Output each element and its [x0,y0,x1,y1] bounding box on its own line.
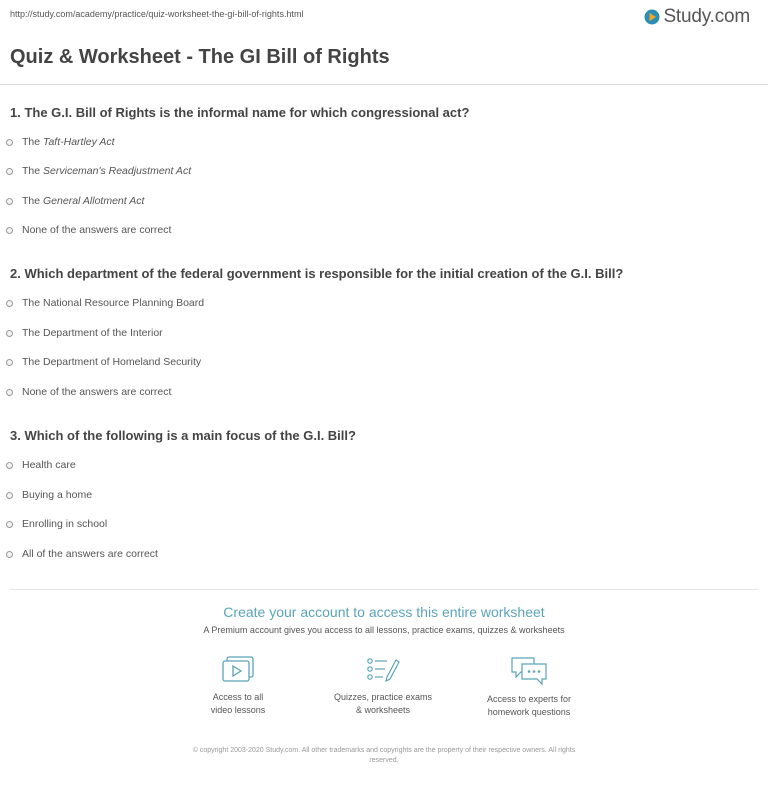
option-label: None of the answers are correct [22,224,172,236]
option-label: Health care [22,459,76,471]
radio-icon[interactable] [6,389,13,396]
answer-option[interactable] [6,356,201,368]
option-label: Enrolling in school [22,518,108,530]
answer-option[interactable] [6,224,171,236]
answer-option[interactable] [6,548,158,560]
radio-icon[interactable] [6,462,13,469]
option-label: All of the answers are correct [22,548,158,560]
page-url: http://study.com/academy/practice/quiz-worksheet-the-gi-bill-of-rights.html [10,9,304,19]
question-text: 2. Which department of the federal government is responsible for the initial creation of the G.I. Bill? [10,266,624,281]
feature-label: Quizzes, practice exams & worksheets [333,692,433,715]
radio-icon[interactable] [6,227,13,234]
answer-option[interactable] [6,518,107,530]
question-2 [10,266,750,281]
feature-label: Access to experts for homework questions [486,694,572,717]
answer-option[interactable] [6,386,171,398]
radio-icon[interactable] [6,359,13,366]
option-label: The General Allotment Act [22,195,145,207]
feature-experts [464,655,594,719]
option-label: The National Resource Planning Board [22,297,205,309]
answer-option[interactable] [6,136,115,148]
quiz-checklist-icon [365,655,401,685]
study-logo[interactable] [644,6,750,28]
question-text: 3. Which of the following is a main focus of the G.I. Bill? [10,428,356,443]
question-text: 1. The G.I. Bill of Rights is the informal name for which congressional act? [10,105,470,120]
answer-option[interactable] [6,489,92,501]
page-title: Quiz & Worksheet - The GI Bill of Rights [10,46,390,68]
radio-icon[interactable] [6,551,13,558]
answer-option[interactable] [6,195,144,207]
promo-title[interactable]: Create your account to access this entire worksheet [223,604,545,620]
radio-icon[interactable] [6,300,13,307]
option-label: Buying a home [22,489,93,501]
radio-icon[interactable] [6,492,13,499]
answer-option[interactable] [6,165,191,177]
answer-option[interactable] [6,327,163,339]
answer-option[interactable] [6,459,76,471]
feature-video-lessons [173,655,303,717]
radio-icon[interactable] [6,139,13,146]
question-3 [10,428,750,443]
feature-quizzes [318,655,448,717]
copyright-notice: © copyright 2003-2020 Study.com. All other trademarks and copyrights are the property of their respective owners. All rights reserved. [192,747,576,764]
option-label: The Serviceman's Readjustment Act [22,165,192,177]
feature-label: Access to all video lessons [210,692,266,715]
video-lesson-icon [220,655,256,685]
study-logo-icon [644,9,660,25]
logo-text: Study.com [663,6,750,27]
chat-bubbles-icon [509,655,549,687]
radio-icon[interactable] [6,330,13,337]
question-1 [10,105,750,120]
promo-subtitle: A Premium account gives you access to all lessons, practice exams, quizzes & worksheets [203,625,565,635]
option-label: The Department of Homeland Security [22,356,202,368]
option-label: The Department of the Interior [22,327,163,339]
radio-icon[interactable] [6,168,13,175]
radio-icon[interactable] [6,521,13,528]
answer-option[interactable] [6,297,204,309]
promo-divider [10,589,758,590]
option-label: The Taft-Hartley Act [22,136,115,148]
radio-icon[interactable] [6,198,13,205]
option-label: None of the answers are correct [22,386,172,398]
title-divider [0,84,768,85]
